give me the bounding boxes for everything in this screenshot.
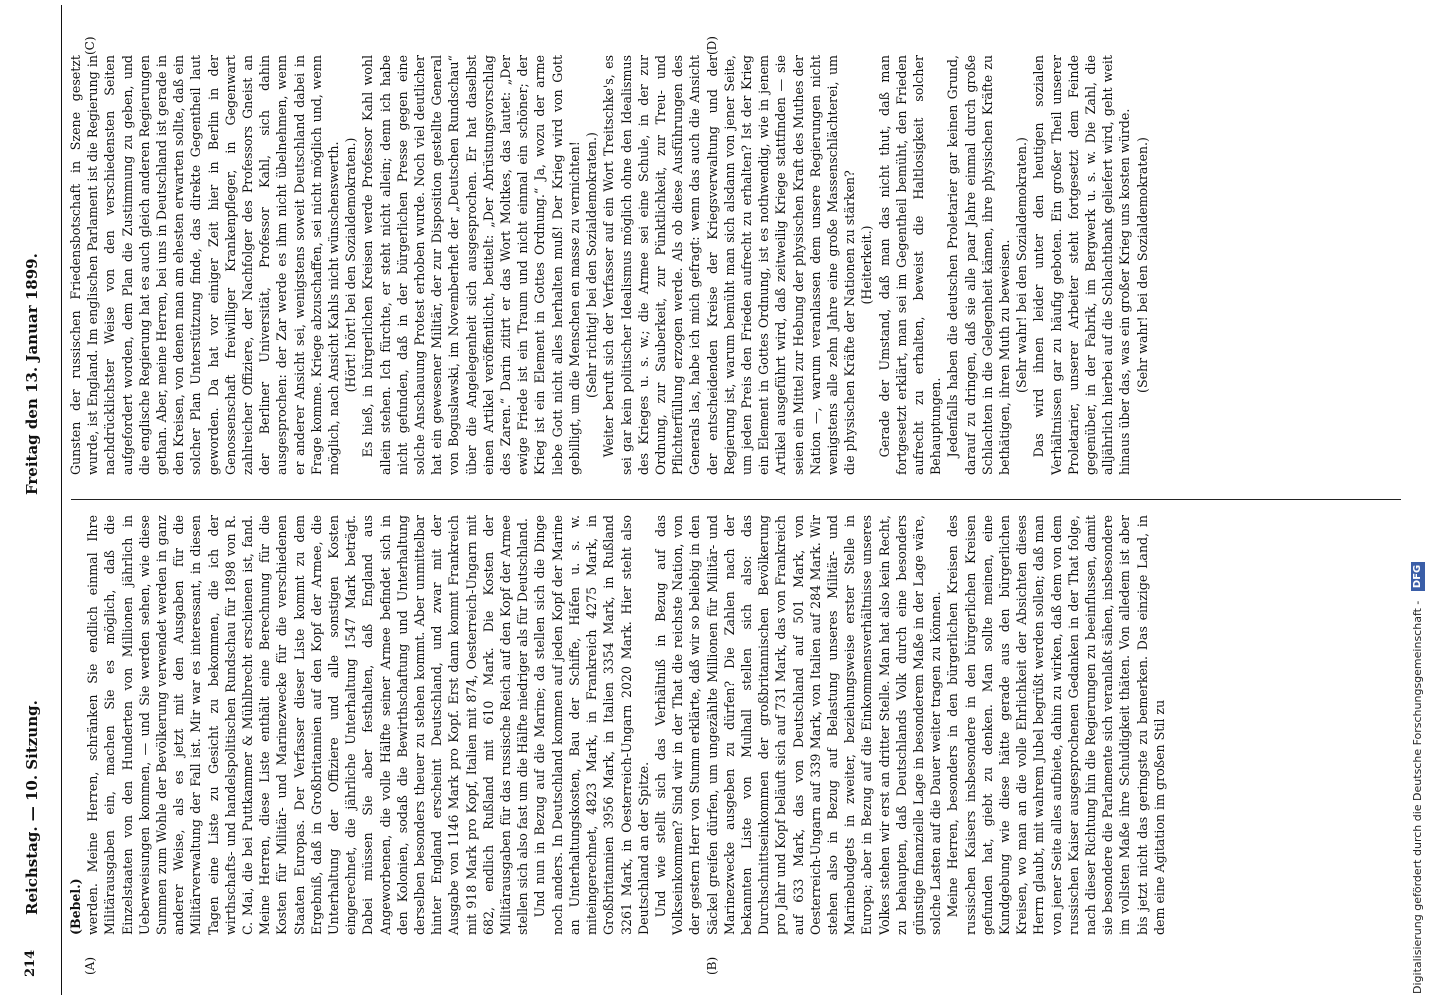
- speaker-label: (Bebel.): [68, 878, 83, 935]
- margin-marker-b: (B): [705, 956, 719, 975]
- digitization-attribution: [1407, 6, 1429, 994]
- margin-marker-d: (D): [705, 36, 719, 55]
- paragraph: Gerade der Umstand, daß man das nicht thut, daß man fortgesetzt erklärt, man sei im Gegentheil bemüht, den Frieden aufrecht zu erhalten, beweist die Haltlosigkeit solcher Behauptungen.: [876, 55, 944, 475]
- running-head: [5, 5, 62, 995]
- left-column: [67, 515, 1168, 935]
- paragraph: werden. Meine Herren, schränken Sie endlich einmal Ihre Militärausgaben ein, machen Sie es möglich, daß die Einzelstaaten von den Hunderten von Millionen jährlich in Ueberweisungen kommen, — und Sie werden sehen, wie diese Summen zum Wohle der Bevölkerung verwendet werden in ganz anderer Weise, als es jetzt mit den Ausgaben für die Militärverwaltung der Fall ist. Mir war es interessant, in diesen Tagen eine Liste zu Gesicht zu bekommen, die ich der wirthschafts- und handelspolitischen Rundschau für 1898 von R. C. Mai, die bei Puttkammer & Mühlbrecht erschienen ist, fand. Meine Herren, diese Liste enthält eine Berechnung für die Kosten für Militär- und Marinezwecke für die verschiedenen Staaten Europas. Der Verfasser dieser Liste kommt zu dem Ergebniß, daß in Großbritannien auf den Kopf der Armee, die Unterhaltung der Offiziere und alle sonstigen Kosten eingerechnet, die jährliche Unterhaltung 1547 Mark beträgt. Dabei müssen Sie aber festhalten, daß England aus Angeworbenen, die volle Hälfte seiner Armee befindet sich in den Kolonien, sodaß die Bewirthschaftung und Unterhaltung derselben besonders theuer zu stehen kommt. Aber unmittelbar hinter England erscheint Deutschland, und zwar mit der Ausgabe von 1146 Mark pro Kopf. Erst dann kommt Frankreich mit 918 Mark pro Kopf, Italien mit 874, Oesterreich-Ungarn mit 682, endlich Rußland mit 610 Mark. Die Kosten der Militärausgaben für das russische Reich auf den Kopf der Armee stellen sich also fast um die Hälfte niedriger als für Deutschland.: [85, 515, 531, 935]
- attribution-text: Digitalisierung gefördert durch die Deutsche Forschungsgemeinschaft -: [1411, 600, 1424, 994]
- paragraph: Das wird ihnen leider unter den heutigen sozialen Verhältnissen gar zu häufig geboten. Ein großer Theil unserer Proletarier, unserer Arbeiter steht fortgesetzt dem Feinde gegenüber, in der Fabrik, im Bergwerk u. s. w. Die Zahl, die alljährlich hierbei auf die Schlachtbank geliefert wird, geht weit hinaus über das, was ein großer Krieg uns kosten würde.: [1031, 55, 1133, 475]
- interjection: (Sehr wahr! bei den Sozialdemokraten.): [1014, 137, 1030, 393]
- running-head-right: Freitag den 13. Januar 1899.: [23, 253, 41, 495]
- column-divider: [71, 499, 1401, 500]
- paragraph: Und wie stellt sich das Verhältniß in Bezug auf das Volkseinkommen? Sind wir in der That die reichste Nation, von der gestern Herr von Stumm erklärte, daß wir so beliebig in den Säckel greifen dürfen, um ungezählte Millionen für Militär- und Marinezwecke ausgeben zu dürfen? Die Zahlen nach der bekannten Liste von Mulhall stellen sich also: das Durchschnittseinkommen der großbritannischen Bevölkerung pro Jahr und Kopf beläuft sich auf 731 Mark, das von Frankreich auf 633 Mark, das von Deutschland auf 501 Mark, von Oesterreich-Ungarn auf 339 Mark, von Italien auf 284 Mark. Wir stehen also in Bezug auf Belastung unseres Militär- und Marinebudgets in zweiter, beziehungsweise erster Stelle in Europa; aber in Bezug auf die Einkommensverhältnisse unseres Volkes stehen wir erst an dritter Stelle. Man hat also kein Recht, zu behaupten, daß Deutschlands Volk durch eine besonders günstige finanzielle Lage in besonderem Maße in der Lage wäre, solche Lasten auf die Dauer weiter tragen zu können.: [652, 515, 944, 935]
- paragraph: Es hieß, in bürgerlichen Kreisen werde Professor Kahl wohl allein stehen. Ich fürchte, er steht nicht allein; denn ich habe nicht gefunden, daß in der bürgerlichen Presse gegen eine solche Anschauung Protest erhoben wurde. Noch viel deutlicher hat ein gewesener Militär, der zur Disposition gestellte General von Boguslawski, im Novemberheft der „Deutschen Rundschau“ über die Angelegenheit sich ausgesprochen. Er hat daselbst einen Artikel veröffentlicht, betitelt: „Der Abrüstungsvorschlag des Zaren.“ Darin zitirt er das Wort Moltkes, das lautet: „Der ewige Friede ist ein Traum und nicht einmal ein schöner; der Krieg ist ein Element in Gottes Ordnung.“ Ja, wozu der arme liebe Gott nicht alles herhalten muß! Der Krieg wird von Gott gebilligt, um die Menschen en masse zu vernichten!: [360, 55, 582, 475]
- interjection: (Heiterkeit.): [859, 225, 875, 305]
- interjection: (Sehr richtig! bei den Sozialdemokraten.): [584, 132, 600, 398]
- margin-marker-c: (C): [83, 36, 97, 55]
- running-head-left: Reichstag. — 10. Sitzung.: [23, 700, 41, 915]
- page-number: 214: [23, 949, 38, 977]
- paragraph: Gunsten der russischen Friedensbotschaft in Szene gesetzt wurde, ist England. Im englischen Parlament ist die Regierung in nachdrücklichster Weise von den verschiedensten Seiten aufgefordert worden, dem Plan die Zustimmung zu geben, und die englische Regierung hat es auch gleich anderen Regierungen gethan. Aber, meine Herren, bei uns in Deutschland ist gerade in den Kreisen, von denen man am ehesten erwarten sollte, daß ein solcher Plan Unterstützung finde, das direkte Gegentheil laut geworden. Da hat vor einiger Zeit hier in Berlin in der Genossenschaft freiwilliger Krankenpfleger, in Gegenwart zahlreicher Offiziere, der Nachfolger des Professors Gneist an der Berliner Universität, Professor Kahl, sich dahin ausgesprochen: der Zar werde es ihm nicht übelnehmen, wenn er anderer Ansicht sei, wenigstens soweit Deutschland dabei in Frage komme. Kriege abzuschaffen, sei nicht möglich und, wenn möglich, nach Ansicht Kahls nicht wünschenswerth.: [68, 55, 342, 475]
- margin-marker-a: (A): [83, 956, 97, 975]
- paragraph: Meine Herren, besonders in den bürgerlichen Kreisen des russischen Kaisers insbesondere in den bürgerlichen Kreisen gefunden hat, giebt zu denken. Man sollte meinen, eine Kundgebung wie diese hätte gerade aus den bürgerlichen Kreisen, wo man an die volle Ehrlichkeit der Absichten dieses Herrn glaubt, mit wahrem Jubel begrüßt werden sollen; daß man von jener Seite alles aufbiete, dahin zu wirken, daß dem von dem russischen Kaiser ausgesprochenen Gedanken in der That folge, nach dieser Richtung hin die Regierungen zu beeinflussen, damit sie besondere die Parlamente sich veranlaßt sähen, insbesondere im vollsten Maße ihre Schuldigkeit thäten. Von alledem ist aber bis jetzt nicht das geringste zu bemerken. Das einzige Land, in dem eine Agitation im großen Stil zu: [945, 515, 1167, 935]
- dfg-logo: DFG: [1411, 562, 1425, 591]
- interjection: (Hört! hört! bei den Sozialdemokraten.): [343, 137, 359, 393]
- right-column: [67, 55, 1151, 475]
- rotated-page: [5, 5, 1415, 995]
- paragraph: Jedenfalls haben die deutschen Proletarier gar keinen Grund, darauf zu dringen, daß sie alle paar Jahre einmal durch große Schlachten in die Gelegenheit kämen, ihre physischen Kräfte zu bethätigen, ihren Muth zu beweisen.: [945, 55, 1012, 475]
- interjection: (Sehr wahr! bei den Sozialdemokraten.): [1134, 137, 1150, 393]
- paragraph: Weiter beruft sich der Verfasser auf ein Wort Treitschke's, es sei gar kein politischer Idealismus möglich ohne den Idealismus des Krieges u. s. w.; die Armee sei eine Schule, in der zur Ordnung, zur Sauberkeit, zur Pünktlichkeit, zur Treu- und Pflichterfüllung erzogen werde. Als ob diese Ausführungen des Generals las, habe ich mich gefragt: wenn das auch die Ansicht der entscheidenden Kreise der Kriegsverwaltung und der Regierung ist, warum bemüht man sich alsdann von jener Seite, um jeden Preis den Frieden aufrecht zu erhalten? Ist der Krieg ein Element in Gottes Ordnung, ist es nothwendig, wie in jenem Artikel ausgeführt wird, daß zeitweilig Kriege stattfinden — sie seien ein Mittel zur Hebung der physischen Kraft des Muthes der Nation —, warum veranlassen dem unsere Regierungen nicht wenigstens alle zehn Jahre eine große Massenschlächterei, um die physischen Kräfte der Nationen zu stärken?: [601, 55, 858, 475]
- paragraph: Und nun in Bezug auf die Marine; da stellen sich die Dinge noch anders. In Deutschland kommen auf jeden Kopf der Marine an Unterhaltungskosten, Bau der Schiffe, Häfen u. s. w. miteingerechnet, 4823 Mark, in Frankreich 4275 Mark, in Großbritannien 3956 Mark, in Italien 3354 Mark, in Rußland 3261 Mark, in Oesterreich-Ungarn 2020 Mark. Hier steht also Deutschland an der Spitze.: [532, 515, 651, 935]
